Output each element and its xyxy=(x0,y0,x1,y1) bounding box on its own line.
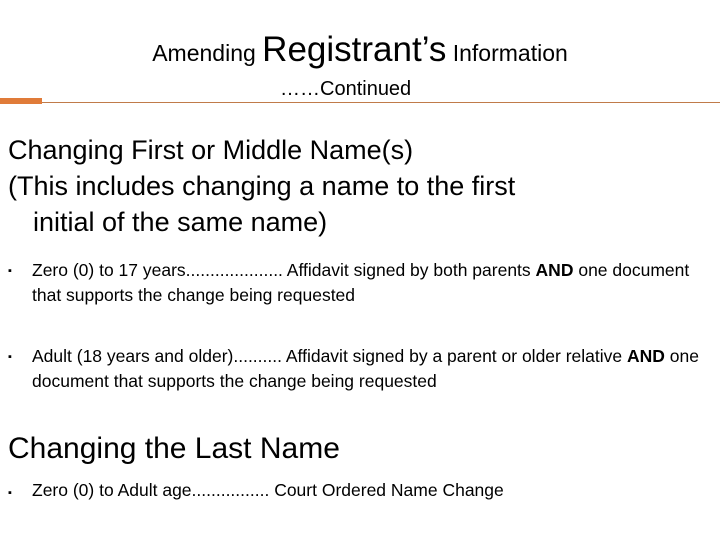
slide-subtitle: ……Continued xyxy=(280,78,412,100)
item-text-continued: one document that supports the change being requested xyxy=(32,260,690,305)
title-divider xyxy=(42,102,720,103)
bullet-marker: ▪ xyxy=(8,487,12,499)
section1-heading-line3: initial of the same name) xyxy=(33,207,328,237)
title-part-3: Information xyxy=(446,40,568,66)
bullet-marker: ▪ xyxy=(8,351,12,363)
slide-title xyxy=(0,30,720,70)
item-text: Zero (0) to Adult age................ Court Ordered Name Change xyxy=(32,480,504,500)
list-item xyxy=(32,344,720,394)
item-text-continued: one document that supports the change being requested xyxy=(32,346,699,391)
bullet-marker: ▪ xyxy=(8,265,12,277)
accent-bar xyxy=(0,98,42,104)
item-emphasis: AND xyxy=(535,260,574,280)
list-item xyxy=(32,478,720,503)
list-item xyxy=(32,258,720,308)
title-part-1: Amending xyxy=(152,40,263,66)
section1-heading-line1: Changing First or Middle Name(s) xyxy=(8,135,414,165)
section1-heading xyxy=(8,132,515,240)
section2-heading: Changing the Last Name xyxy=(8,432,340,465)
section1-heading-line2: (This includes changing a name to the first xyxy=(8,171,516,201)
item-emphasis: AND xyxy=(627,346,665,366)
item-text: Adult (18 years and older).......... Affidavit signed by a parent or older relative xyxy=(32,346,627,366)
item-text: Zero (0) to 17 years.................... Affidavit signed by both parents xyxy=(32,260,536,280)
title-part-2: Registrant’s xyxy=(262,30,447,69)
